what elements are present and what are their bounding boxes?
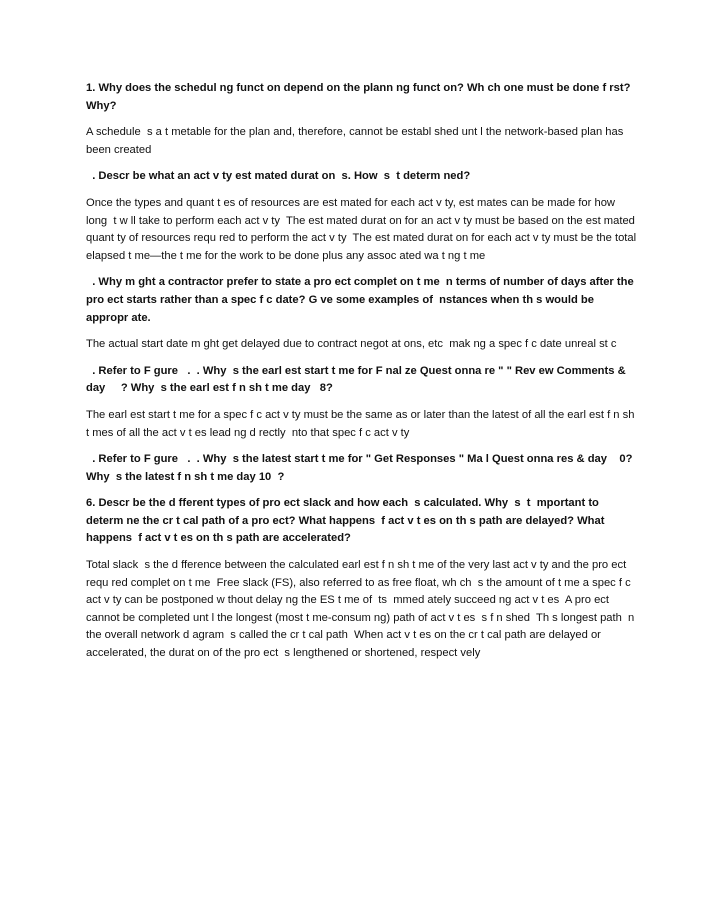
- question-2: . Descr be what an act v ty est mated durat on s. How s t determ ned?: [86, 170, 471, 183]
- question-5: . Refer to F gure . . Why s the latest start t me for " Get Responses " Ma l Quest onna res & day 0? Why s the latest f n sh t me day 10 ?: [86, 453, 636, 483]
- document-page: [86, 80, 638, 672]
- answer-3: The actual start date m ght get delayed due to contract negot at ons, etc mak ng a spec f c date unreal st c: [86, 338, 617, 351]
- answer-1: A schedule s a t metable for the plan and, therefore, cannot be establ shed unt l the network-based plan has been created: [86, 126, 627, 156]
- question-4: . Refer to F gure . . Why s the earl est start t me for F nal ze Quest onna re " " Rev ew Comments & day ? Why s the earl est f n sh t me day 8?: [86, 364, 629, 395]
- question-3: . Why m ght a contractor prefer to state a pro ect complet on t me n terms of number of days after the pro ect starts rather than a spec f c date? G ve some examples of nstances when th s would be appropr ate.: [86, 276, 637, 324]
- question-6: 6. Descr be the d fferent types of pro ect slack and how each s calculated. Why s t mportant to determ ne the cr t cal path of a pro ect? What happens f act v t es on th s path are delayed? What happens f act v t es on th s path are accelerated?: [86, 497, 608, 545]
- answer-2: Once the types and quant t es of resources are est mated for each act v ty, est mates can be made for how long t w ll take to perform each act v ty The est mated durat on for an act v ty must be based on the est mated quant ty of resources requ red to perform the act v ty The est mated durat on for each act v ty must be the total elapsed t me—the t me for the work to be done plus any assoc ated wa t ng t me: [86, 196, 640, 262]
- question-1: 1. Why does the schedul ng funct on depend on the plann ng funct on? Wh ch one must be done f rst? Why?: [86, 82, 634, 112]
- answer-6: Total slack s the d fference between the calculated earl est f n sh t me of the very last act v ty and the pro ect requ red complet on t me Free slack (FS), also referred to as free float, wh ch s the amount of t me a spec f c act v ty can be postponed w thout delay ng the ES t me of ts mmed ately succeed ng act v t es A pro ect cannot be completed unt l the longest (most t me-consum ng) path of act v t es s f n shed Th s longest path n the overall network d agram s called the cr t cal path When act v t es on the cr t cal path are delayed or accelerated, the durat on of the pro ect s lengthened or shortened, respect vely: [86, 559, 638, 660]
- answer-4: The earl est start t me for a spec f c act v ty must be the same as or later than the latest of all the earl est f n sh t mes of all the act v t es lead ng d rectly nto that spec f c act v ty: [86, 408, 638, 439]
